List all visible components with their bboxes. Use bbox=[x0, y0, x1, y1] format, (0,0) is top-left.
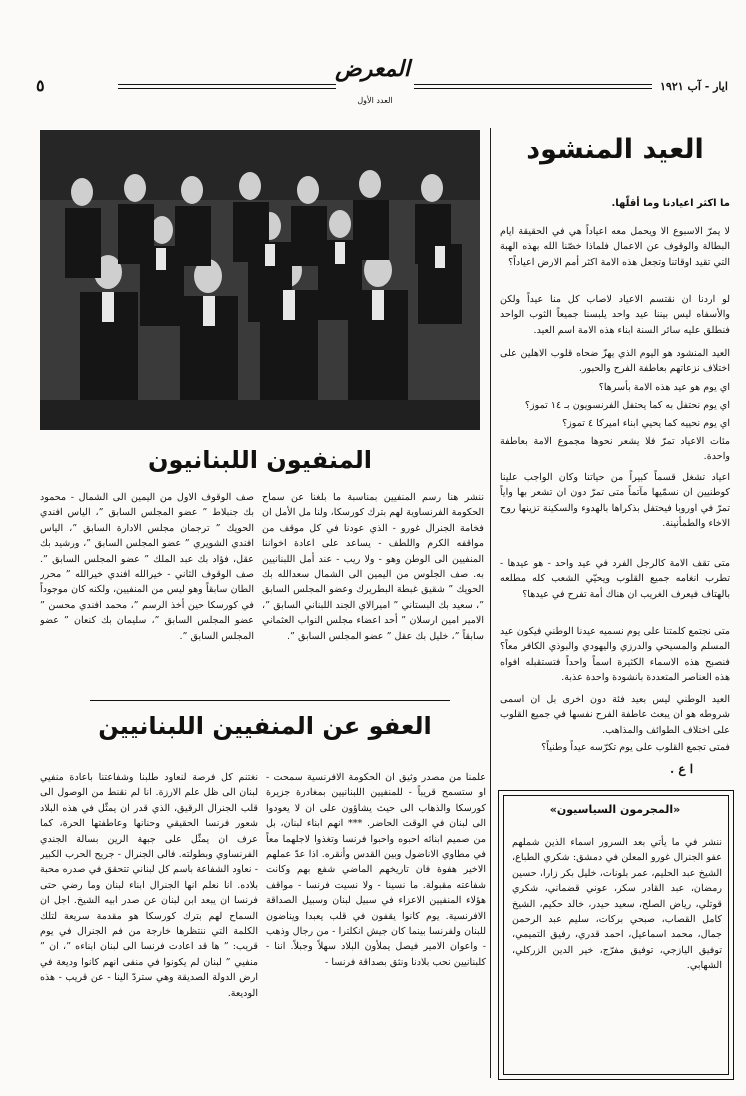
section-divider bbox=[90, 700, 450, 701]
exiles-group-photo bbox=[40, 130, 480, 430]
eid-paragraph: العيد المنشود هو اليوم الذي يهزّ ضحاه قلوب الاهلين على اختلاف نزعاتهم بعاطفة الفرح والحبور. bbox=[500, 348, 730, 375]
header-rule-left bbox=[414, 84, 652, 89]
exiles-caption-left: صف الوقوف الاول من اليمين الى الشمال - محمود بك جنبلاط ” عضو المجلس السابق ”، الياس افندي الحويك ” ترجمان مجلس الادارة السابق ”، الياس افندي الشويري ” عضو المجلس السابق ”، ورشيد بك عقل، فؤاد بك عبد الملك ” عضو المجلس السابق ”. صف الوقوف الثاني - خيرالله افندي خيرالله ” محرر الطان سابقاً وهو ليس من المنفيين، ولكنه كان موجوداً في كورسكا حين أخذ الرسم ”، محمد افندي محسن ” عضو المجلس السابق ”، سليمان بك كنعان ” عضو المجلس السابق ”. bbox=[40, 492, 254, 642]
header-rule-right bbox=[118, 84, 336, 89]
eid-paragraph: مئات الاعياد تمرّ فلا يشعر نحوها مجموع الامة بعاطفة واحدة. bbox=[500, 436, 730, 463]
eid-paragraph: متى تقف الامة كالرجل الفرد في عيد واحد - هو عيدها - تطرب انغامه جميع القلوب ويحيّي الشعب كله مطلعه بالهتاف فيعرف الغريب ان هناك أمة تفرح في عيدها؟ bbox=[500, 558, 730, 600]
amnesty-column-right: علمنا من مصدر وثيق ان الحكومة الافرنسية سمحت - او ستسمح قريباً - للمنفيين اللبنانيين بمغادرة جزيرة كورسكا والذهاب الى حيث يشاؤون على ان لا يعودوا الى لبنان في الوقت الحاضر. *** انهم ابناء لبنان، بل من صميم ابنائه احبوه واحبوا فرنسا وتغذوا لاجلهما معاً في مطاوي الاناضول وبين القدس وأنقره. اذا عدّ عملهم الاخير هفوة فان تاريخهم الماضي شفع بهم وكانت شفاعته مقبولة. ما نسينا - ولا نسيت فرنسا - مواقف هؤلاء المنفيين الاعزاء في سبيل لبنان وسبيل الصداقة الافرنسية. يوم كانوا يقفون في قلب يعبدا ويناضون للبنان ولفرنسا بينما كان جيش انكلترا - من رجال وذهب - واعوان الامير فيصل يملأون البلاد سهلاً وجبلاً. اننا - كلبنانيين نحب بلادنا ونثق بصداقة فرنسا - bbox=[266, 772, 486, 968]
box-title: «المجرمون السياسيون» bbox=[549, 803, 681, 816]
eid-paragraph: فمتى تجمع القلوب على يوم تكرّسه عيداً وطنياً؟ bbox=[541, 742, 730, 753]
issue-label: العدد الأول bbox=[357, 96, 393, 105]
column-divider bbox=[490, 128, 491, 1078]
exiles-caption-right: ننشر هنا رسم المنفيين بمناسبة ما بلغنا عن سماح الحكومة الفرنساوية لهم بترك كورسكا، ولنا مل الأمل ان فخامة الجنرال غورو - الذي عودنا في كل موقف من مواقفه الكرم واللطف - يساعد على اعادة اخواننا المنفيين الى الوطن وهو - ولا ريب - عند أمل اللبنانيين به. صف الجلوس من اليمين الى الشمال سعدالله بك الحويك ” شقيق غبطة البطريرك وعضو المجلس السابق ”، سعيد بك البستاني ” اميرالاي الجند اللبناني السابق ”، الامير امين ارسلان ” أحد اعضاء مجلس النواب العثماني سابقاً ”، خليل بك عقل ” عضو المجلس السابق ”. bbox=[262, 492, 484, 642]
eid-paragraph: اي يوم هو عيد هذه الامة بأسرها؟ bbox=[598, 382, 730, 393]
exiles-article-title: المنفيون اللبنانيون bbox=[147, 446, 373, 474]
eid-signature: ا ع . bbox=[670, 762, 694, 776]
eid-article-title: العيد المنشود bbox=[526, 134, 704, 165]
magazine-logo: المعرض bbox=[335, 56, 410, 82]
eid-paragraph: اي يوم نحييه كما يحيي ابناء اميركا ٤ تموز؟ bbox=[562, 418, 730, 429]
issue-date: ايار - آب ١٩٢١ bbox=[660, 80, 728, 93]
amnesty-column-left: نغتنم كل فرصة لنعاود طلبنا وشفاعتنا باعادة منفيي لبنان الى ظل علم الارزة. انا لم نقنط من الوصول الى قلب الجنرال الرقيق، الذي قدر ان يمثّل في هذه البلاد شعور فرنسا الحقيقي وحنانها وعاطفتها الحرة، كما عرف ان يمثّل على جبهة الرين بسالة الجندي الفرنساوي وبطولته. فالى الجنرال - جريح الحرب الكبير - نعاود الشفاعة باسم كل لبناني تتحقق في صدره محبة بلاده. انا نعلم انها الجنرال ابناء لبنان وما رضي حتى فرنسا ان يبعد ابن لبنان عن صدر ابيه الشيخ. اجل ان السماح لهم بترك كورسكا هو مقدمة سريعة لتلك الكلمة التي ننتظرها خارجة من فم الجنرال في يوم قريب: ” ها قد اعادت فرنسا الى لبنان ابناءه ”، ان ” منفيي ” لبنان لم يكونوا في منفى انهم كانوا وديعة في ارض الدولة الصديقة وهي ستردّ الينا - عن قريب - هذه الوديعة. bbox=[40, 772, 258, 999]
page-number: ٥ bbox=[36, 76, 45, 95]
eid-article-subtitle: ما اكثر اعيادنا وما أقلّها. bbox=[611, 198, 730, 209]
eid-paragraph: لو اردنا ان نقتسم الاعياد لاصاب كل منا عيداً ولكن والأسفاه ليس بيننا عيد واحد يلبسنا جميعاً الثوب الواحد فنطلق عليه سائر السنة ابناء هذه الامة اسم العيد. bbox=[500, 294, 730, 336]
box-text: ننشر في ما يأتي بعد السرور اسماء الذين شملهم عفو الجنرال غورو المعلن في دمشق: شكري الطباع، الشيخ عبد الحليم، عمر بلونات، خليل بكر زارا، حسين رمضان، عبد القادر سكر، عوني قضماني، شكري قوتلي، رياض الصلح، سعيد حيدر، خالد حكيم، الشيخ كامل القصاب، صبحي بركات، سليم عبد الرحمن جمال، محمد اسماعيل، احمد قدري، رفيق التميمي، توفيق اليازجي، توفيق مفرّج، خير الدين الزركلي، الشهابي. bbox=[512, 837, 722, 972]
eid-paragraph: متى نجتمع كلمتنا على يوم نسميه عيدنا الوطني فيكون عيد المسلم والمسيحي والدرزي واليهودي والبوذي الكافر معاً؟ فنصبح هذه الاسماء الكثيرة اسماً واحداً فتستقبله افواه هذه العناصر المتعددة بانشودة واحدة عذبة. bbox=[500, 626, 730, 684]
group-photo-image bbox=[40, 130, 480, 430]
eid-paragraph: لا يمرّ الاسبوع الا ويحمل معه اعياداً هي في الحقيقة ايام البطالة والوقوف عن الاعمال فلماذا خصّنا الله بهذه الهبة التي تقيد اوقاتنا وتجعل هذه الامة اكثر أمم الارض اعياداً؟ bbox=[500, 226, 730, 268]
eid-paragraph: اعياد تشغل قسماً كبيراً من حياتنا وكان الواجب علينا كوطنيين ان نسمّيها مآتماً متى تمرّ دون ان تشعر بها واياً تمرّ في اوروبا فيحتفل بذكراها بالهدوء والسكينة تزينها روح الاخاء والطمأنينة. bbox=[500, 472, 730, 530]
amnesty-article-title: العفو عن المنفيين اللبنانيين bbox=[98, 712, 432, 740]
eid-paragraph: اي يوم نحتفل به كما يحتفل الفرنسويون بـ ١٤ تموز؟ bbox=[524, 400, 730, 411]
eid-paragraph: العيد الوطني ليس بعيد فئة دون اخرى بل ان اسمى شروطه هو ان يبعث عاطفة الفرح نفسها في جميع القلوب على اختلاف الطوائف والمذاهب. bbox=[500, 694, 730, 736]
